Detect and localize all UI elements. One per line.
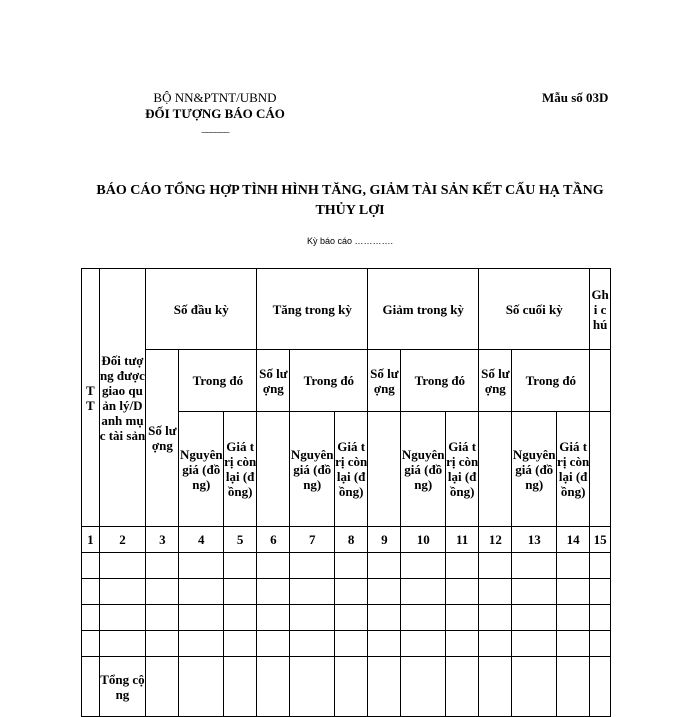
header-of-which: Trong đó bbox=[179, 350, 257, 412]
header-quantity: Số lượng bbox=[368, 350, 401, 412]
header-quantity: Số lượng bbox=[479, 350, 512, 412]
col-number: 10 bbox=[401, 527, 446, 553]
column-number-row bbox=[82, 527, 611, 553]
header-closing-balance: Số cuối kỳ bbox=[479, 269, 590, 350]
blank-cell bbox=[368, 412, 401, 527]
header-note: Ghi chú bbox=[590, 269, 611, 350]
header-remaining-value: Giá trị còn lại (đồng) bbox=[557, 412, 590, 527]
header-quantity: Số lượng bbox=[257, 350, 290, 412]
report-period: Kỳ báo cáo …………. bbox=[306, 236, 394, 246]
header-decrease: Giảm trong kỳ bbox=[368, 269, 479, 350]
report-object: ĐỐI TƯỢNG BÁO CÁO bbox=[145, 106, 285, 121]
col-number: 15 bbox=[590, 527, 611, 553]
header-quantity: Số lượng bbox=[146, 350, 179, 527]
col-number: 5 bbox=[224, 527, 257, 553]
header-original-cost: Nguyên giá (đồng) bbox=[512, 412, 557, 527]
col-number: 9 bbox=[368, 527, 401, 553]
col-number: 4 bbox=[179, 527, 224, 553]
table-row bbox=[82, 605, 611, 631]
col-number: 12 bbox=[479, 527, 512, 553]
header-original-cost: Nguyên giá (đồng) bbox=[401, 412, 446, 527]
header-original-cost: Nguyên giá (đồng) bbox=[179, 412, 224, 527]
col-number: 3 bbox=[146, 527, 179, 553]
header-tt: TT bbox=[82, 269, 100, 527]
note-blank-cell bbox=[590, 412, 611, 527]
header-opening-balance: Số đầu kỳ bbox=[146, 269, 257, 350]
form-number: Mẫu số 03D bbox=[542, 90, 609, 105]
table-row bbox=[82, 579, 611, 605]
header-increase: Tăng trong kỳ bbox=[257, 269, 368, 350]
header-object: Đối tượng được giao quản lý/Danh mục tài sản bbox=[99, 269, 146, 527]
header-remaining-value: Giá trị còn lại (đồng) bbox=[446, 412, 479, 527]
col-number: 6 bbox=[257, 527, 290, 553]
note-blank-cell bbox=[590, 350, 611, 412]
blank-cell bbox=[257, 412, 290, 527]
col-number: 8 bbox=[335, 527, 368, 553]
report-table bbox=[81, 268, 611, 717]
col-number: 13 bbox=[512, 527, 557, 553]
col-number: 14 bbox=[557, 527, 590, 553]
header-of-which: Trong đó bbox=[401, 350, 479, 412]
col-number: 7 bbox=[290, 527, 335, 553]
header-underline: ______ bbox=[201, 122, 229, 134]
report-title: BÁO CÁO TỔNG HỢP TÌNH HÌNH TĂNG, GIẢM TÀI SẢN KẾT CẤU HẠ TẦNG THỦY LỢI bbox=[96, 183, 604, 218]
header-of-which: Trong đó bbox=[512, 350, 590, 412]
blank-cell bbox=[479, 412, 512, 527]
header-left bbox=[120, 90, 310, 134]
header-of-which: Trong đó bbox=[290, 350, 368, 412]
col-number: 2 bbox=[99, 527, 146, 553]
header-original-cost: Nguyên giá (đồng) bbox=[290, 412, 335, 527]
total-label: Tổng cộng bbox=[99, 657, 146, 717]
header-remaining-value: Giá trị còn lại (đồng) bbox=[224, 412, 257, 527]
table-row bbox=[82, 553, 611, 579]
col-number: 1 bbox=[82, 527, 100, 553]
table-row bbox=[82, 631, 611, 657]
header-remaining-value: Giá trị còn lại (đồng) bbox=[335, 412, 368, 527]
organization-name: BỘ NN&PTNT/UBND bbox=[153, 90, 277, 105]
total-row bbox=[82, 657, 611, 717]
col-number: 11 bbox=[446, 527, 479, 553]
